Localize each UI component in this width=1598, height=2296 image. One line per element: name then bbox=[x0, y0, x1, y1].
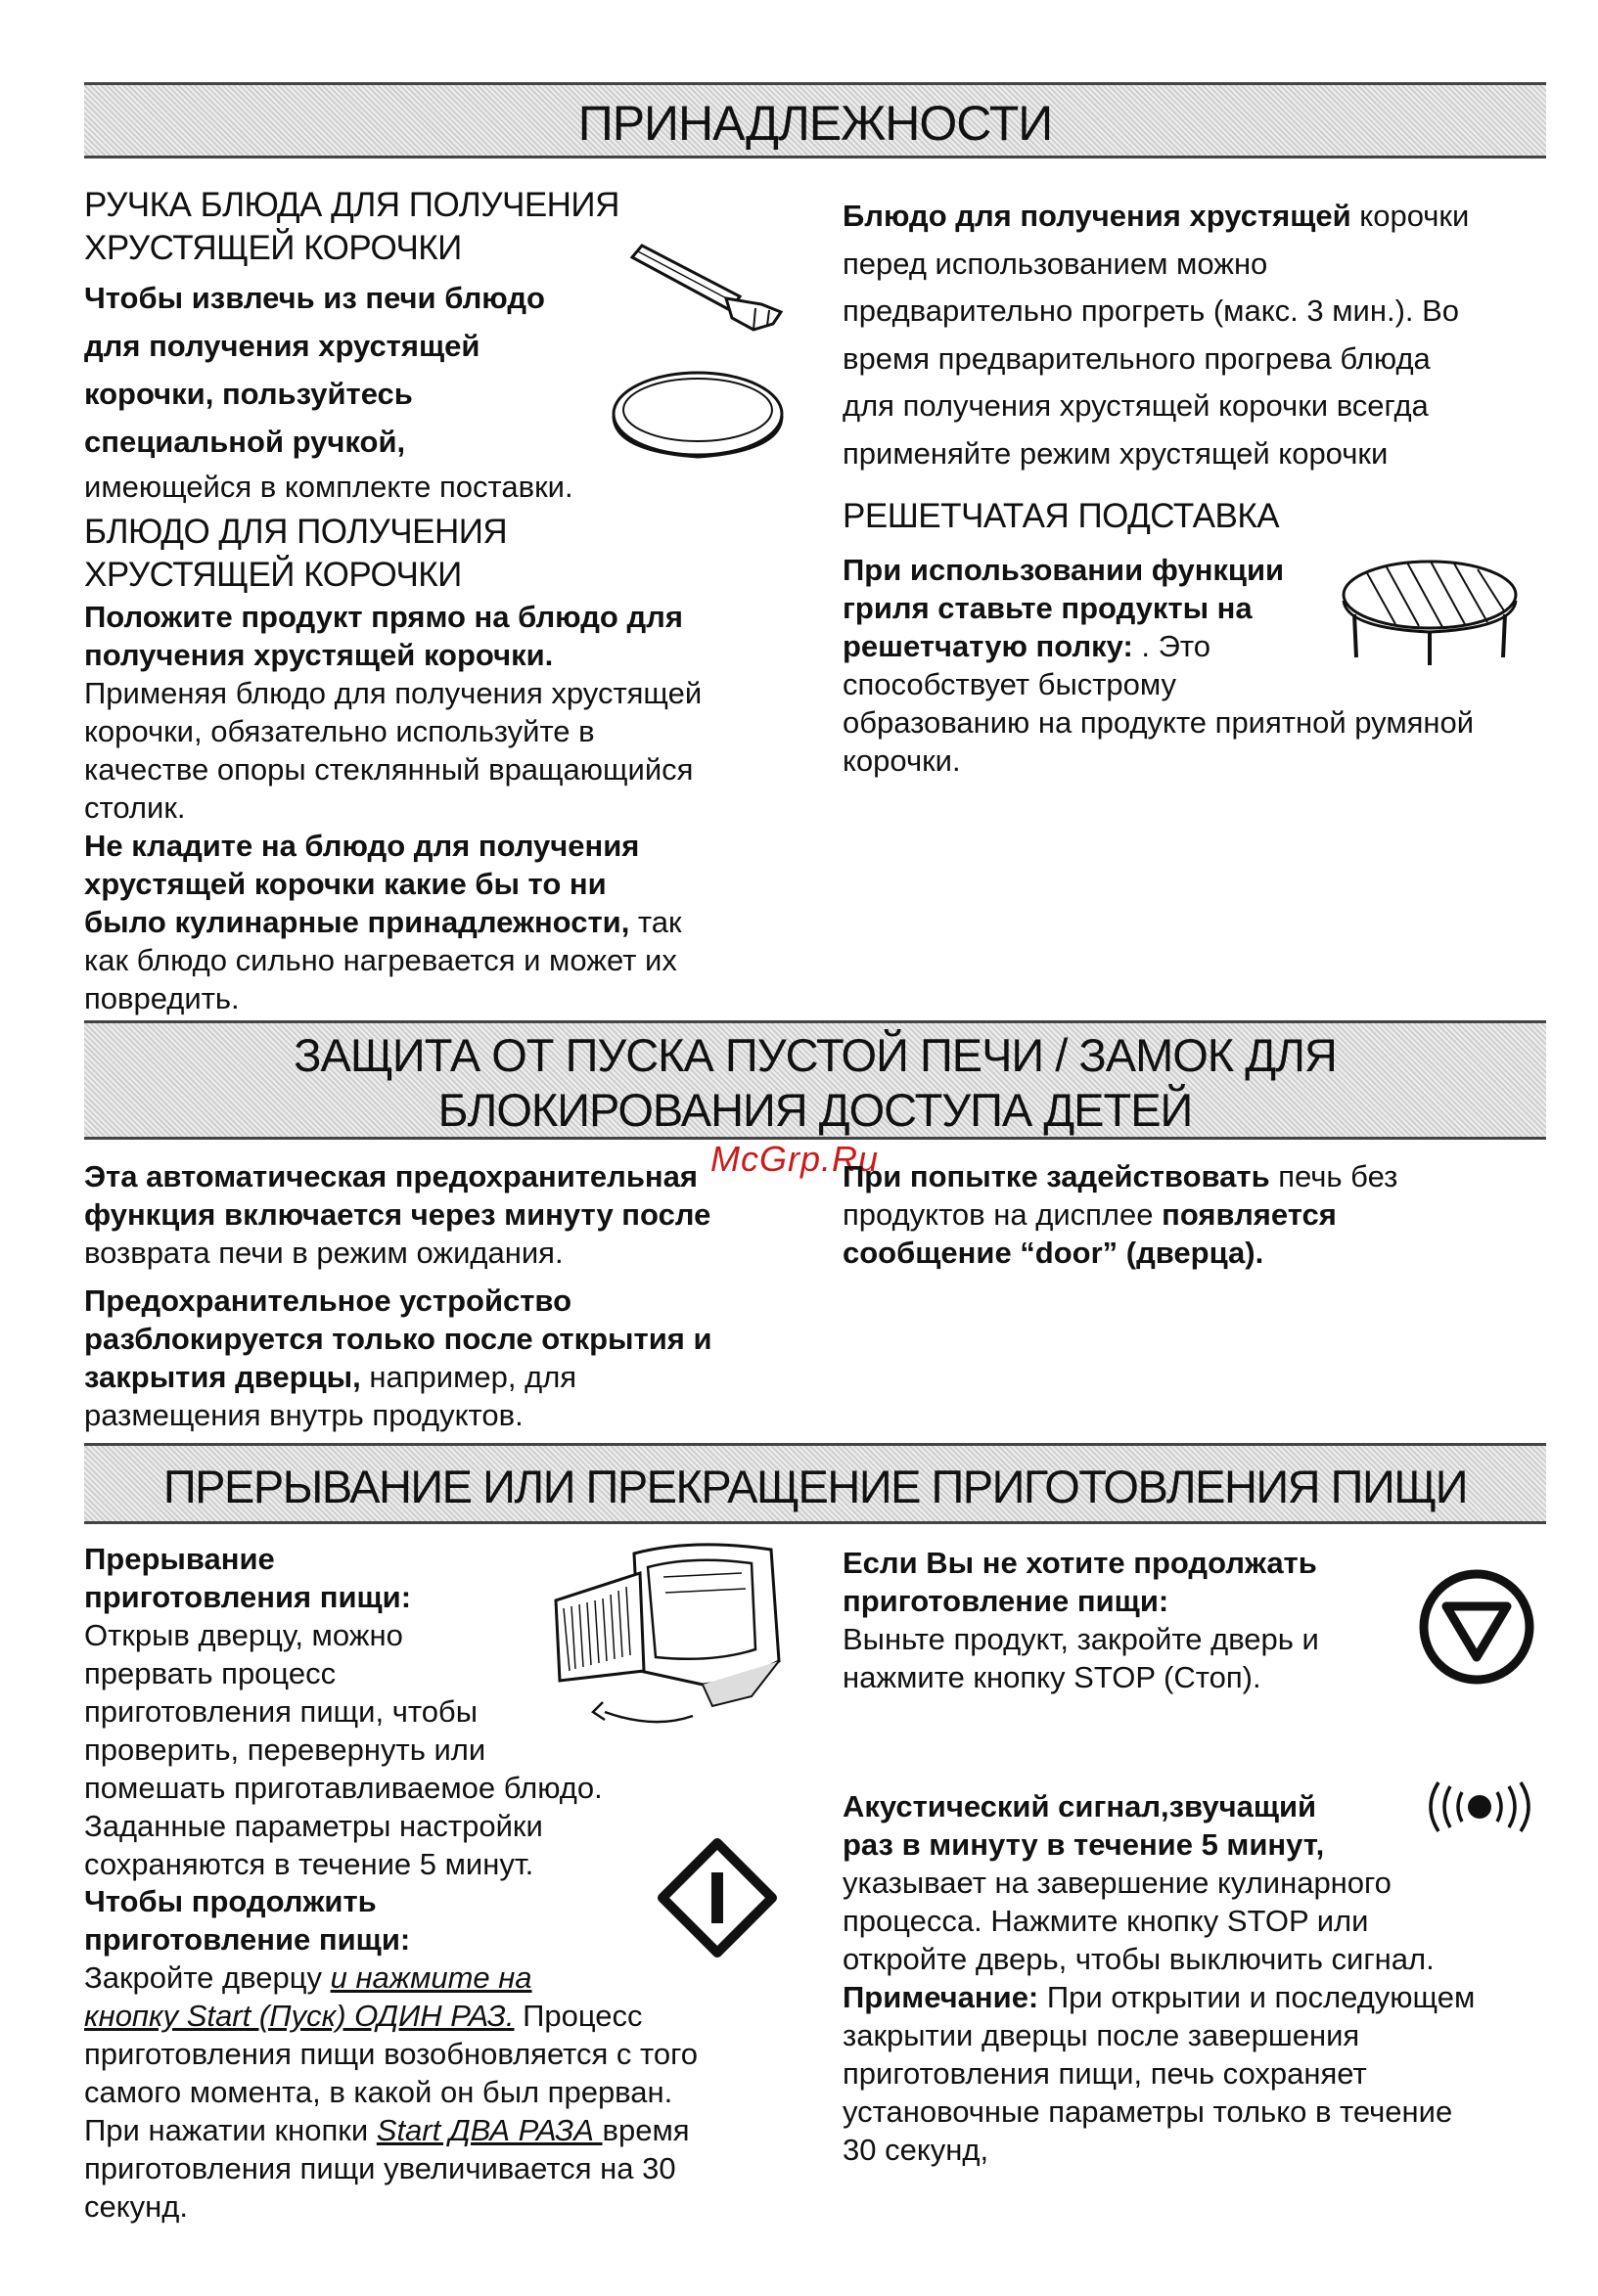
handle-instructions: Чтобы извлечь из печи блюдо для получения хрустящей корочки, пользуйтесь специальной ручкой, bbox=[84, 281, 545, 459]
open-oven-icon bbox=[546, 1534, 791, 1730]
grill-rack-icon bbox=[1337, 556, 1523, 671]
section-title-accessories: ПРИНАДЛЕЖНОСТИ bbox=[577, 96, 1053, 151]
crisp-handle-icon bbox=[624, 240, 791, 338]
section-title-interrupt: ПРЕРЫВАНИЕ ИЛИ ПРЕКРАЩЕНИЕ ПРИГОТОВЛЕНИЯ ПИЩИ bbox=[162, 1461, 1468, 1512]
stop-text: Если Вы не хотите продолжать приготовление пищи: Выньте продукт, закройте дверь и нажмите кнопку STOP (Стоп). bbox=[843, 1546, 1319, 1694]
stop-button-icon bbox=[1417, 1567, 1536, 1687]
protection-left-text: Эта автоматическая предохранительная функция включается через минуту после возврата печи в режим ожидания. Предохранительное устройство разблокируется только после открытия и закрытия дверцы, например, для размещения внутрь продуктов. bbox=[84, 1159, 712, 1432]
section-banner-accessories bbox=[84, 82, 1546, 158]
crisp-plate-text: Положите продукт прямо на блюдо для получения хрустящей корочки. Применяя блюдо для получения хрустящей корочки, обязательно используйте в качестве опоры стеклянный вращающийся столик. Не кладите на блюдо для получения хрустящей корочки какие бы то ни было кулинарные принадлежности, так как блюдо сильно нагревается и может их повредить. bbox=[84, 600, 703, 1015]
resume-text: Чтобы продолжить приготовление пищи: Закройте дверцу и нажмите на кнопку Start (Пуск) ОДИН РАЗ. Процесс приготовления пищи возобновляется с того самого момента, в какой он был прерван. При нажатии кнопки Start ДВА РАЗА время приготовления пищи увеличивается на 30 секунд. bbox=[84, 1884, 698, 2224]
crisp-plate-icon bbox=[609, 367, 787, 465]
crisp-plate-heading: БЛЮДО ДЛЯ ПОЛУЧЕНИЯ ХРУСТЯЩЕЙ КОРОЧКИ bbox=[84, 513, 508, 594]
section-banner-interrupt bbox=[84, 1443, 1546, 1524]
section-title-protection-line1: ЗАЩИТА ОТ ПУСКА ПУСТОЙ ПЕЧИ / ЗАМОК ДЛЯ bbox=[294, 1029, 1337, 1081]
protection-right-text: При попытке задействовать печь без продуктов на дисплее появляется сообщение “door” (дверца). bbox=[843, 1159, 1398, 1270]
section-title-protection-line2: БЛОКИРОВАНИЯ ДОСТУПА ДЕТЕЙ bbox=[437, 1084, 1193, 1136]
watermark: McGrp.Ru bbox=[710, 1139, 880, 1179]
rack-heading: РЕШЕТЧАТАЯ ПОДСТАВКА bbox=[843, 497, 1280, 535]
pause-text: Прерывание приготовления пищи: Открыв дверцу, можно прервать процесс приготовления пищи, чтобы проверить, перевернуть или помешать приготавливаемое блюдо. Заданные параметры настройки сохраняются в течение 5 минут. bbox=[84, 1542, 603, 1881]
beep-text: Акустический сигнал,звучащий раз в минуту в течение 5 минут, указывает на завершение кулинарного процесса. Нажмите кнопку STOP или откройте дверь, чтобы выключить сигнал. Примечание: При открытии и последующем закрытии дверцы после завершения приготовления пищи, печь сохраняет установочные параметры только в течение 30 секунд, bbox=[843, 1789, 1476, 2167]
handle-heading: РУЧКА БЛЮДА ДЛЯ ПОЛУЧЕНИЯ ХРУСТЯЩЕЙ КОРОЧКИ bbox=[84, 186, 619, 267]
preheat-text: Блюдо для получения хрустящей корочки перед использованием можно предварительно прогреть (макс. 3 мин.). Во время предварительного прогрева блюда для получения хрустящей корочки всегда применяйте режим хрустящей корочки bbox=[843, 199, 1470, 471]
handle-instructions-end: имеющейся в комплекте поставки. bbox=[84, 470, 573, 504]
section-banner-protection bbox=[84, 1020, 1546, 1140]
rack-text: При использовании функции гриля ставьте продукты на решетчатую полку: . Это способствует быстрому образованию на продукте приятной румяной корочки. bbox=[843, 553, 1475, 778]
